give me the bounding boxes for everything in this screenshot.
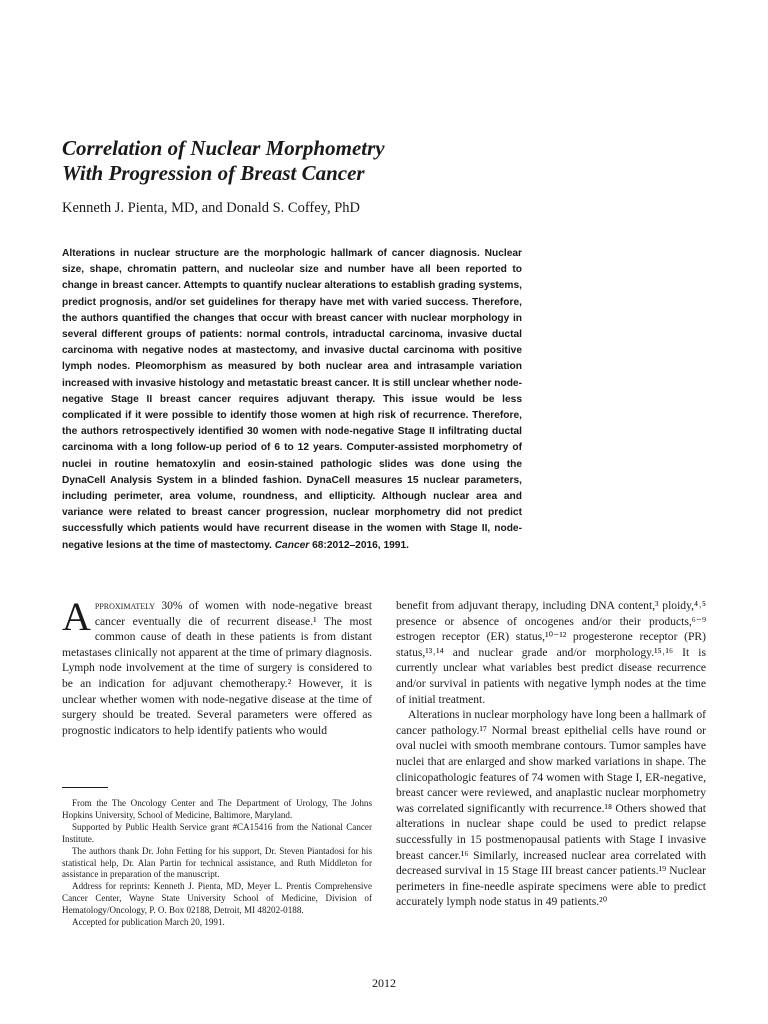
intro-paragraph [62,594,372,738]
abstract [62,246,522,554]
footnote-accepted: Accepted for publication March 20, 1991. [72,917,225,928]
title-line-2: With Progression of Breast Cancer [62,161,365,185]
abstract-journal: Cancer [274,539,310,551]
footnote-acknowledgments: The authors thank Dr. John Fetting for his support, Dr. Steven Piantadosi for his statistical help, Dr. Alan Partin for technical assistance, and Ruth Middleton for assistance in preparation of the manuscript. [62,845,372,880]
page-number: 2012 [372,976,396,990]
body-paragraph-1: benefit from adjuvant therapy, including DNA content,³ ploidy,⁴˒⁵ presence or absence of oncogenes and/or their products,⁶⁻⁹ estrogen receptor (ER) status,¹⁰⁻¹² progesterone receptor (PR) status,¹³˒¹⁴ and nuclear grade and/or morphology.¹⁵˒¹⁶ It is currently unclear what variables best predict disease recurrence and/or survival in patients with negative lymph nodes at the time of initial treatment. [396,599,706,706]
intro-text: 30% of women with node-negative breast cancer eventually die of recurrent disease.¹ The most common cause of death in these patients is from distant metastases clinically not apparent at the time of primary diagnosis. Lymph node involvement at the time of surgery is considered to be an indication for adjuvant chemotherapy.² However, it is unclear whether women with node-negative disease at the time of surgery should be treated. Several parameters were offered as prognostic indicators to help identify patients who would [62,599,372,737]
drop-cap: A [62,594,91,639]
footnote-rule [62,787,108,788]
abstract-text: Alterations in nuclear structure are the morphologic hallmark of cancer diagnosis. Nuclear size, shape, chromatin pattern, and nucleolar size and number have all been reported to change in breast cancer. Attempts to quantify nuclear alterations to establish grading systems, predict prognosis, and/or set guidelines for therapy have met with varied success. Therefore, the authors quantified the changes that occur with breast cancer with nuclear morphology in several different groups of patients: normal controls, intraductal carcinoma, invasive ductal carcinoma with negative nodes at mastectomy, and invasive ductal carcinoma with positive lymph nodes. Pleomorphism as measured by both nuclear area and intrasample variation increased with invasive histology and metastatic breast cancer. It is still unclear whether node-negative Stage II breast cancer requires adjuvant therapy. This issue would be less complicated if it were possible to identify those women at high risk of recurrence. Therefore, the authors retrospectively identified 30 women with node-negative Stage II infiltrating ductal carcinoma with a long follow-up period of 6 to 12 years. Computer-assisted morphometry of nuclei in routine hematoxylin and eosin-stained pathologic slides was done using the DynaCell Analysis System in a blinded fashion. DynaCell measures 15 nuclear parameters, including perimeter, area volume, roundness, and ellipticity. Although nuclear area and variance were related to breast cancer progression, nuclear morphometry did not predict successfully which patients would have recurrent disease in the women with Stage II, node-negative lesions at the time of mastectomy. [62,248,522,551]
abstract-citation: 68:2012–2016, 1991. [312,539,409,551]
footnote-affiliation: From the The Oncology Center and The Department of Urology, The Johns Hopkins University, School of Medicine, Baltimore, Maryland. [62,798,372,820]
author-line: Kenneth J. Pienta, MD, and Donald S. Coffey, PhD [62,200,361,216]
footnote-funding: Supported by Public Health Service grant #CA15416 from the National Cancer Institute. [62,821,372,844]
body-paragraph-2: Alterations in nuclear morphology have long been a hallmark of cancer pathology.¹⁷ Normal breast epithelial cells have round or oval nuclei with smooth membrane contours. Tumor samples have nuclei that are enlarged and show marked variations in shape. The clinicopathologic features of 74 women with Stage I, ER-negative, breast cancer were reviewed, and anaplastic nuclear morphometry was correlated significantly with recurrence.¹⁸ Others showed that alterations in nuclear shape could be used to predict relapse successfully in 15 postmenopausal patients with Stage I invasive breast cancer.¹⁶ Similarly, increased nuclear area correlated with decreased survival in 15 Stage III breast cancer patients.¹⁹ Nuclear perimeters in fine-needle aspirate specimens were able to predict accurately lymph node status in 49 patients.²⁰ [396,708,706,909]
title-line-1: Correlation of Nuclear Morphometry [62,136,385,160]
article-title [62,136,702,186]
body-column-right [396,598,706,910]
footnote-reprints: Address for reprints: Kenneth J. Pienta, MD, Meyer L. Prentis Comprehensive Cancer Center, Wayne State University School of Medicine, Division of Hematology/Oncology, P. O. Box 02188, Detroit, MI 48202-0188. [62,881,372,916]
footnotes [62,798,372,929]
body-column-left [62,594,372,738]
small-caps-lead: pproximately [94,599,155,612]
